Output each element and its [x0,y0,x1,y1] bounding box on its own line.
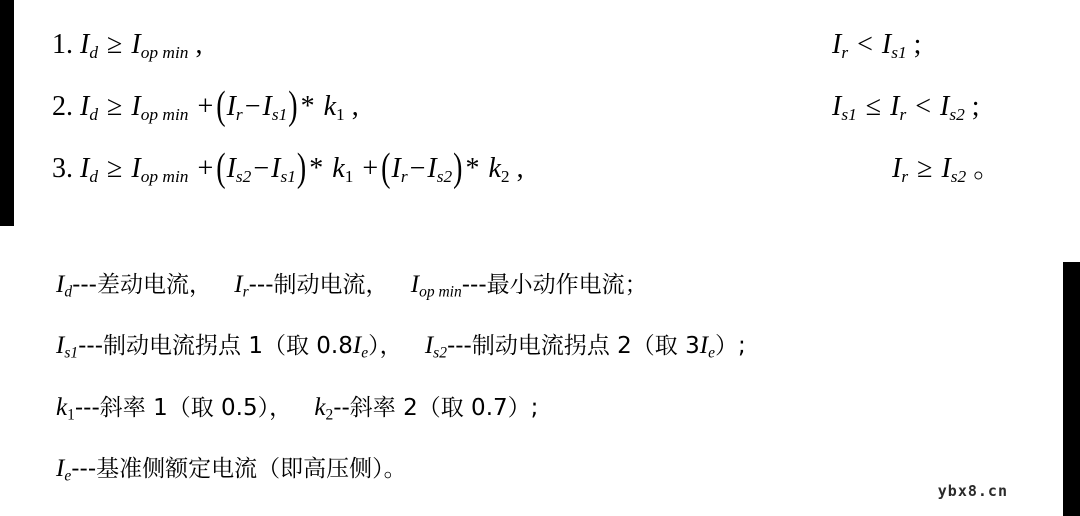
formula-3-lhs-sub: d [89,166,99,186]
formula-1-term1-sub: op min [140,42,189,62]
formula-2-lhs: I [80,91,90,122]
formula-3-tail: , [516,153,524,184]
formula-2-index: 2. [52,91,73,122]
formula-3-mult2: * [465,153,480,184]
legend-1-desc1: ---差动电流， [72,272,212,298]
formula-row-2 [52,80,1052,142]
formula-3-relation: ≥ [107,153,123,184]
formula-1-cond-left-sub: r [841,42,849,62]
formula-3-mult: * [309,153,324,184]
formula-3-term1: I [131,153,141,184]
legend-1-desc3: ---最小动作电流； [461,272,648,298]
legend-2-unit2: I [699,332,709,360]
legend-4-sym1-sub: e [64,467,72,485]
legend-4-desc1: ---基准侧额定电流（即高压侧）。 [71,455,407,482]
legend-1-sym3: I [410,271,420,298]
formula-3-factor: k [332,153,345,184]
formula-3-term1-sub: op min [140,166,189,186]
formula-2-cond-left: I [832,91,842,122]
formula-3-cond-right-sub: s2 [950,166,967,186]
formula-3-index: 3. [52,153,73,184]
formula-2-cond-right-sub: s2 [949,104,965,124]
formula-3-condition [892,142,1001,204]
formula-3-factor2: k [488,153,501,184]
legend-3-sym1-sub: 1 [67,405,75,423]
formula-3-cond-left-sub: r [901,166,909,186]
legend-2-desc2b: ）; [714,333,746,360]
formula-2-cond-left-sub: s1 [841,104,857,124]
formula-2-cond-mid-sub: r [899,104,907,124]
legend-3-sym2-sub: 2 [325,405,334,423]
formula-2-condition [832,80,980,142]
formula-1-lhs: I [80,29,90,60]
formula-2-factor-sub: 1 [336,104,345,124]
formula-2-term1: I [131,91,141,122]
legend-line-4 [56,442,1056,503]
legend-line-1 [56,258,1056,319]
legend-1-sym2-sub: r [242,283,249,301]
legend-2-unit1-sub: e [361,344,369,362]
formula-2-factor: k [323,91,337,122]
formula-2-mult: * [300,91,315,122]
legend-1-sym2: I [234,271,243,298]
legend-1-sym3-sub: op min [419,283,462,301]
formula-2-relation: ≥ [107,91,123,122]
legend-1-sym1: I [56,271,65,298]
formula-row-1 [52,18,1052,80]
legend-3-desc2: --斜率 2（取 0.7）; [333,394,539,421]
legend-line-3 [56,381,1056,442]
formula-1-lhs-sub: d [89,42,99,62]
formula-1-cond-right-sub: s1 [891,42,907,62]
formula-3-plus: + [197,153,214,184]
formula-2-cond-rel: ≤ [865,91,882,122]
formula-3-factor-sub: 1 [344,166,354,186]
legend-2-unit2-sub: e [708,344,715,362]
formula-1-relation: ≥ [107,29,123,60]
legend-1-desc2: ---制动电流， [248,272,389,298]
formula-3-expression: 3. $I_d \ge I_{op min} + (I_{s2}-I_{s1}) * k_1 + (I_r-I_{s2}) * k_2$ , [52,145,524,191]
formula-1-condition [832,18,921,80]
formula-3-lhs: I [80,153,90,184]
legend-2-sym1: I [56,332,65,360]
formula-3-factor2-sub: 2 [500,166,510,186]
legend-2-sym2: I [424,332,434,360]
formula-2-tail: , [351,91,359,122]
formula-1-expression [52,18,202,80]
formula-2-cond-tail: ; [971,91,980,122]
formula-2-cond-rel2: < [915,91,932,122]
legend-1-sym1-sub: d [64,283,73,301]
legend-3-sym1: k [56,393,68,421]
legend-2-unit1: I [352,332,362,360]
legend-2-desc1: ---制动电流拐点 1（取 0.8 [78,333,353,360]
formula-1-cond-left: I [832,29,842,60]
formula-1-index: 1. [52,29,73,60]
formula-2-expression: 2. $I_d \ge I_{op min} + (I_r-I_{s1}) * k_1$ , [52,83,359,129]
legend-3-sym2: k [314,393,326,421]
legend-2-desc2: ---制动电流拐点 2（取 3 [446,333,700,360]
formula-3-cond-right: I [941,153,951,184]
formula-row-3 [52,142,1052,204]
legend-4-sym1: I [56,454,65,482]
formula-2-lhs-sub: d [89,104,99,124]
legend-2-sym2-sub: s2 [433,344,447,362]
formula-block [52,18,1052,204]
legend-line-2 [56,319,1056,380]
legend-block [56,258,1056,503]
formula-1-tail: , [195,29,203,60]
watermark: ybx8.cn [937,482,1008,500]
formula-2-term1-sub: op min [140,104,189,124]
formula-3-cond-left: I [892,153,902,184]
formula-1-cond-right: I [881,29,892,60]
formula-2-plus: + [197,91,214,122]
formula-1-cond-tail: ; [913,29,922,60]
formula-3-cond-rel: ≥ [917,153,933,184]
formula-2-cond-mid: I [890,91,900,122]
formula-1-term1: I [131,29,141,60]
formula-3-cond-tail: 。 [973,153,1002,184]
legend-2-sym1-sub: s1 [64,344,79,362]
formula-2-cond-right: I [940,91,950,122]
legend-3-desc1: ---斜率 1（取 0.5）， [74,394,293,421]
formula-3-plus2: + [362,153,379,184]
legend-2-desc1b: ）， [368,333,403,360]
formula-1-cond-rel: < [857,29,873,60]
